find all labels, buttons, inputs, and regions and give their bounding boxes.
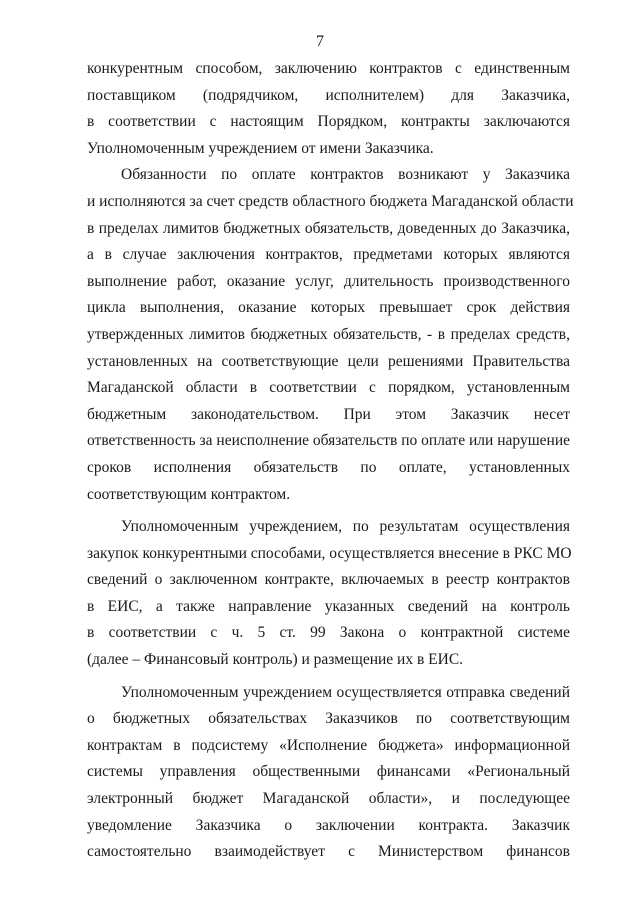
text-line: о бюджетных обязательствах Заказчиков по соответствующим	[87, 710, 570, 728]
text-line: в соответствии с ч. 5 ст. 99 Закона о контрактной системе	[87, 624, 570, 642]
text-line: Уполномоченным учреждением от имени Заказчика.	[87, 139, 434, 157]
text-line: Обязанности по оплате контрактов возникают у Заказчика	[121, 166, 570, 184]
text-line: конкурентным способом, заключению контрактов с единственным	[87, 60, 570, 77]
text-line: и исполняются за счет средств областного бюджета Магаданской области	[87, 192, 574, 210]
text-line: сведений о заключенном контракте, включаемых в реестр контрактов	[87, 571, 570, 589]
text-line: (далее – Финансовый контроль) и размещение их в ЕИС.	[87, 651, 464, 669]
text-line: контрактам в подсистему «Исполнение бюджета» информационной	[87, 736, 570, 754]
text-line: ответственность за неисполнение обязательств по оплате или нарушение	[87, 432, 570, 450]
text-line: соответствующим контрактом.	[87, 485, 291, 503]
text-line: электронный бюджет Магаданской области», и последующее	[87, 790, 570, 808]
text-line: утвержденных лимитов бюджетных обязательств, - в пределах средств,	[87, 325, 570, 343]
paragraph	[87, 680, 570, 866]
text-line: цикла выполнения, оказание которых превышает срок действия	[87, 299, 570, 317]
text-line: закупок конкурентными способами, осуществляется внесение в РКС МО	[87, 544, 572, 562]
text-line: а в случае заключения контрактов, предметами которых являются	[87, 246, 570, 264]
paragraph	[87, 514, 570, 674]
text-line: сроков исполнения обязательств по оплате, установленных	[87, 458, 570, 476]
paragraph	[87, 162, 574, 508]
text-line: бюджетным законодательством. При этом Заказчик несет	[87, 405, 570, 423]
page-number: 7	[316, 33, 324, 50]
document-body	[87, 56, 574, 866]
paragraph	[87, 56, 570, 162]
text-line: в соответствии с настоящим Порядком, контракты заключаются	[87, 113, 570, 131]
text-line: самостоятельно взаимодействует с Министерством финансов	[87, 843, 570, 861]
text-line: установленных на соответствующие цели решениями Правительства	[87, 352, 570, 370]
text-line: уведомление Заказчика о заключении контракта. Заказчик	[87, 816, 570, 834]
text-line: в пределах лимитов бюджетных обязательств, доведенных до Заказчика,	[87, 219, 570, 237]
text-line: системы управления общественными финансами «Региональный	[87, 763, 570, 781]
text-line: поставщиком (подрядчиком, исполнителем) для Заказчика,	[87, 86, 570, 104]
text-line: в ЕИС, а также направление указанных сведений на контроль	[87, 597, 570, 615]
text-line: Магаданской области в соответствии с порядком, установленным	[87, 379, 570, 397]
text-line: Уполномоченным учреждением, по результатам осуществления	[121, 518, 570, 536]
text-line: Уполномоченным учреждением осуществляется отправка сведений	[121, 683, 570, 701]
text-line: выполнение работ, оказание услуг, длительность производственного	[87, 272, 570, 290]
